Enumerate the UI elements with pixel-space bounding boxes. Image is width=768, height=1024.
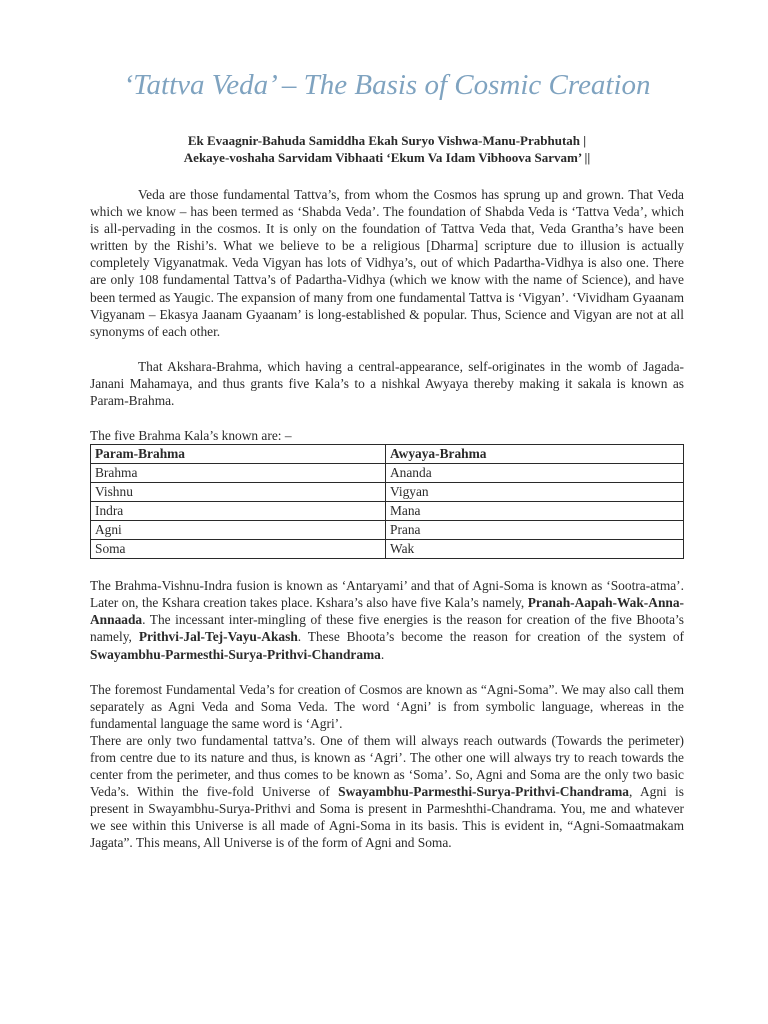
verse-line-2: Aekaye-voshaha Sarvidam Vibhaati ‘Ekum Va Idam Vibhoova Sarvam’ || — [183, 150, 591, 165]
sanskrit-verse — [90, 132, 684, 166]
paragraph-two-tattvas — [90, 732, 684, 852]
table-row — [91, 502, 684, 521]
bold-term: Prithvi-Jal-Tej-Vayu-Akash — [138, 629, 298, 645]
text-run: . — [380, 646, 385, 662]
table-cell: Agni — [91, 521, 386, 540]
table-cell: Indra — [91, 502, 386, 521]
text-run: . These Bhoota’s become the reason for creation of the system of — [297, 629, 684, 645]
paragraph-akshara-brahma: That Akshara-Brahma, which having a central-appearance, self-originates in the womb of Jagada-Janani Mahamaya, and thus grants five Kala’s to a nishkal Awyaya thereby making it sakala is known as Param-Brahma. — [90, 358, 684, 409]
brahma-kala-table — [90, 444, 684, 559]
table-header-cell: Awyaya-Brahma — [386, 445, 684, 464]
table-row — [91, 464, 684, 483]
paragraph-agni-soma: The foremost Fundamental Veda’s for creation of Cosmos are known as “Agni-Soma”. We may also call them separately as Agni Veda and Soma Veda. The word ‘Agni’ is from symbolic language, whereas in the fundamental language the same word is ‘Agri’. — [90, 681, 684, 731]
verse-line-1: Ek Evaagnir-Bahuda Samiddha Ekah Suryo Vishwa-Manu-Prabhutah | — [187, 133, 587, 148]
text-run: There are only two fundamental tattva’s. One of them will always reach outwards (Towards the perimeter) from centre due to its nature and thus, is known as ‘Agri’. The other one will always try to reach towards the center from the perimeter, and thus comes to be known as ‘Soma’. So, Agni and Soma are the only two basic Veda’s. Within the five-fold Universe of — [90, 732, 684, 800]
table-cell: Soma — [91, 540, 386, 559]
table-cell: Mana — [386, 502, 684, 521]
text-run: The Brahma-Vishnu-Indra fusion is known as ‘Antaryami’ and that of Agni-Soma is known as ‘Sootra-atma’. Later on, the Kshara creation takes place. Kshara’s also have five Kala’s namely, — [90, 578, 684, 611]
table-row — [91, 483, 684, 502]
table-cell: Ananda — [386, 464, 684, 483]
bold-term: Swayambhu-Parmesthi-Surya-Prithvi-Chandrama — [90, 646, 381, 662]
table-header-cell: Param-Brahma — [91, 445, 386, 464]
text-run: , Agni is present in Swayambhu-Surya-Prithvi and Soma is present in Parmeshthi-Chandrama. You, me and whatever we see within this Universe is all made of Agni-Soma in its basis. This is evident in, “Agni-Somaatmakam Jagata”. This means, All Universe is of the form of Agni and Soma. — [90, 784, 684, 851]
paragraph-kshara-creation — [90, 577, 684, 662]
table-header-row — [91, 445, 684, 464]
page-title: ‘Tattva Veda’ – The Basis of Cosmic Creation — [123, 69, 651, 101]
text-run: . The incessant inter-mingling of these five energies is the reason for creation of the five Bhoota’s namely, — [90, 612, 684, 645]
table-cell: Wak — [386, 540, 684, 559]
table-cell: Vigyan — [386, 483, 684, 502]
bold-term: Swayambhu-Parmesthi-Surya-Prithvi-Chandrama — [338, 784, 630, 800]
table-row — [91, 540, 684, 559]
table-cell: Vishnu — [91, 483, 386, 502]
bold-term: Pranah-Aapah-Wak-Anna-Annaada — [90, 595, 684, 628]
table-intro: The five Brahma Kala’s known are: – — [90, 428, 292, 444]
paragraph-veda-definition: Veda are those fundamental Tattva’s, from whom the Cosmos has sprung up and grown. That Veda which we know – has been termed as ‘Shabda Veda’. The foundation of Shabda Veda is ‘Tattva Veda’, which is all-pervading in the cosmos. It is only on the foundation of Tattva Veda that, Veda Grantha’s have been written by the Rishi’s. What we believe to be a religious [Dharma] scripture due to illusion is actually completely Vigyanatmak. Veda Vigyan has lots of Vidhya’s, out of which Padartha-Vidhya is also one. There are only 108 fundamental Tattva’s of Padartha-Vidhya (which we know with the name of Science), and have been termed as Yaugic. The expansion of many from one fundamental Tattva is ‘Vigyan’. ‘Vividham Gyaanam Vigyanam – Ekasya Jaanam Gyaanam’ is long-established & popular. Thus, Science and Vigyan are not at all synonyms of each other. — [90, 187, 684, 339]
table-cell: Brahma — [91, 464, 386, 483]
table-cell: Prana — [386, 521, 684, 540]
table-row — [91, 521, 684, 540]
